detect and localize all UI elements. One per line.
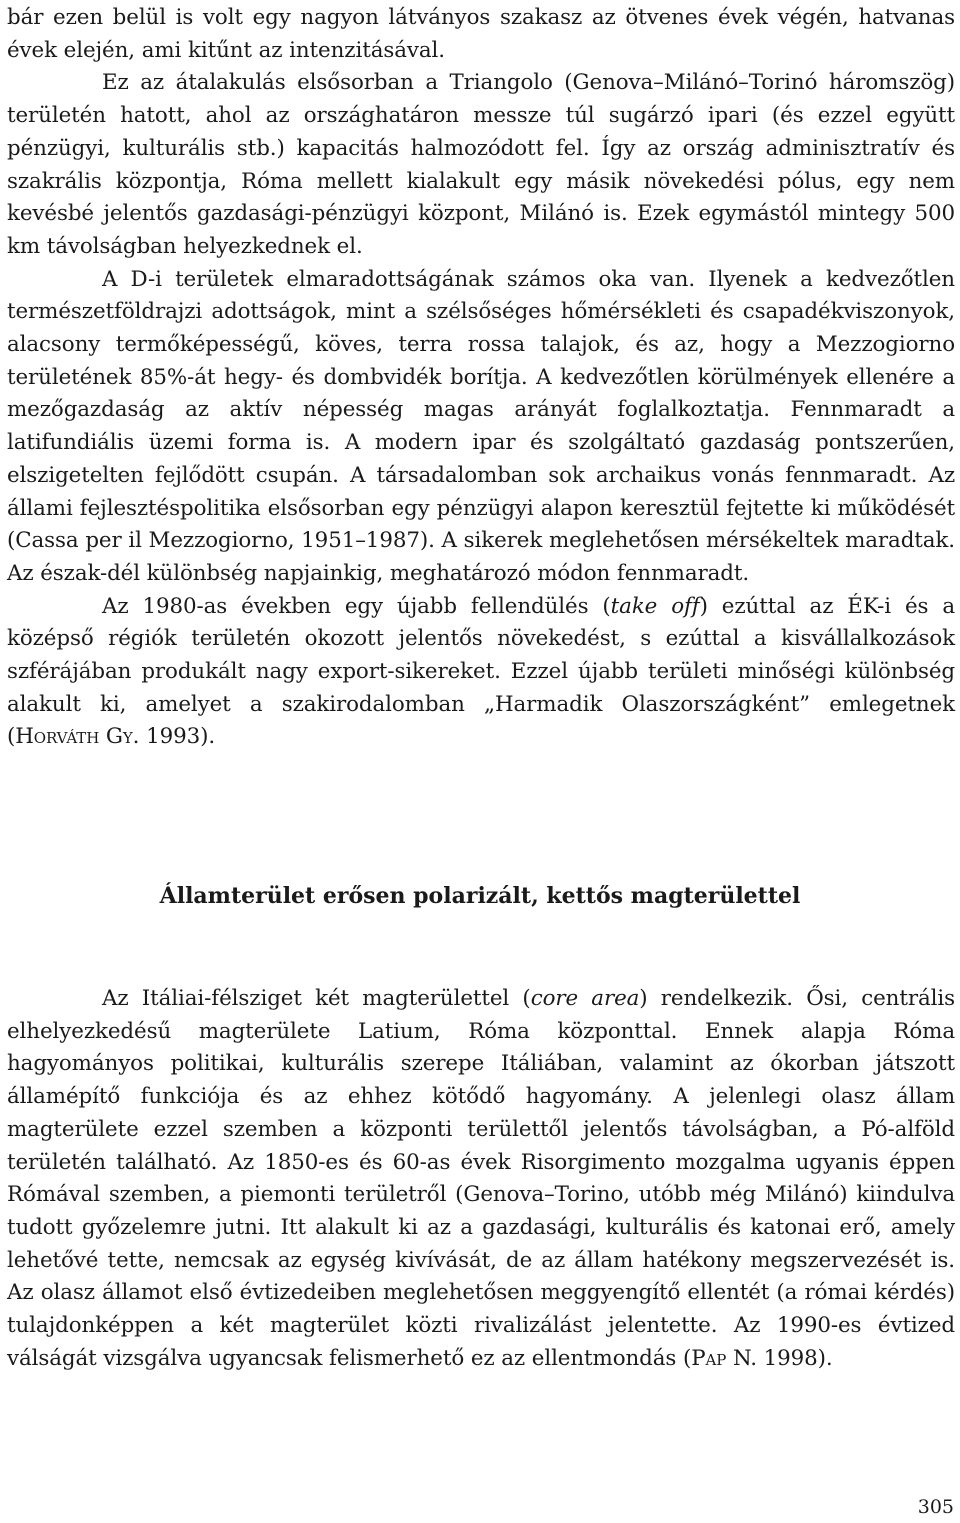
paragraph-5-text-b: ) rendelkezik. Ősi, centrális elhelyezkedésű magterülete Latium, Róma központtal. Ennek alapja Róma hagyományos politikai, kulturális szerepe Itáliában, valamint az ókorban játszott államépítő funkciója és az ehhez kötődő hagyomány. A jelenlegi olasz állam magterülete ezzel szemben a központi területtől jelentős távolságban, a Pó-alföld területén található. Az 1850-es és 60-as évek Risorgimento mozgalma ugyanis éppen Rómával szemben, a piemonti területről (Genova–Torino, utóbb még Milánó) kiindulva tudott győzelemre jutni. Itt alakult ki az a gazdasági, kulturális és katonai erő, amely lehetővé tette, nemcsak az egység kivívását, de az állam hatékony megszervezését is. Az olasz államot első évtizedeiben meglehetősen meggyengítő ellentét (a római kérdés) tulajdonképpen a két magterület közti rivalizálást jelentette. Az 1990-es évtized válságát vizsgálva ugyancsak felismerhető ez az ellentmondás ( [7,986,955,1371]
paragraph-4-text-c: 1993). [139,724,216,750]
page-body-section-2 [7,983,955,1375]
paragraph-5-text-c: N. 1998). [726,1345,833,1371]
page-body-section-1 [7,2,955,754]
paragraph-4 [7,591,955,755]
page-number: 305 [917,1496,954,1518]
section-heading: Államterület erősen polarizált, kettős magterülettel [159,883,801,909]
paragraph-4-text-a: Az 1980-as években egy újabb fellendülés ( [102,593,611,619]
italic-term-take-off: take off [610,593,700,619]
citation-author-pap: Pap [691,1345,727,1371]
paragraph-2: Ez az átalakulás elsősorban a Triangolo (Genova–Milánó–Torinó háromszög) területén hatott, ahol az országhatáron messze túl sugárzó ipari (és ezzel együtt pénzügyi, kulturális stb.) kapacitás halmozódott fel. Így az ország adminisztratív és szakrális központja, Róma mellett kialakult egy másik növekedési pólus, egy nem kevésbé jelentős gazdasági-pénzügyi központ, Milánó is. Ezek egymástól mintegy 500 km távolságban helyezkednek el. [7,70,955,259]
paragraph-5 [7,983,955,1375]
citation-author-horvath: Horváth Gy. [15,724,140,750]
paragraph-1: bár ezen belül is volt egy nagyon látványos szakasz az ötvenes évek végén, hatvanas évek elején, ami kitűnt az intenzitásával. [7,5,955,63]
section-heading-wrap [0,881,960,911]
italic-term-core-area: core area [530,986,640,1011]
paragraph-3: A D-i területek elmaradottságának számos oka van. Ilyenek a kedvezőtlen természetföldrajzi adottságok, mint a szélsőséges hőmérsékleti és csapadékviszonyok, alacsony termőképességű, köves, terra rossa talajok, és az, hogy a Mezzogiorno területének 85%-át hegy- és dombvidék borítja. A kedvezőtlen körülmények ellenére a mezőgazdaság az aktív népesség magas arányát foglalkoztatja. Fennmaradt a latifundiális üzemi forma is. A modern ipar és szolgáltató gazdaság pontszerűen, elszigetelten fejlődött csupán. A társadalomban sok archaikus vonás fennmaradt. Az állami fejlesztéspolitika elsősorban egy pénzügyi alapon keresztül fejtette ki működését (Cassa per il Mezzogiorno, 1951–1987). A sikerek meglehetősen mérsékeltek maradtak. Az észak-dél különbség napjainkig, meghatározó módon fennmaradt. [7,266,955,586]
paragraph-5-text-a: Az Itáliai-félsziget két magterülettel ( [102,986,531,1011]
paragraph-4-text-b: ) ezúttal az ÉK-i és a középső régiók területén okozott jelentős növekedést, s ezúttal a kisvállalkozások szférájában produkált nagy export-sikereket. Ezzel újabb területi minőségi különbség alakult ki, amelyet a szakirodalomban „Harmadik Olaszországként” emlegetnek ( [7,593,955,750]
